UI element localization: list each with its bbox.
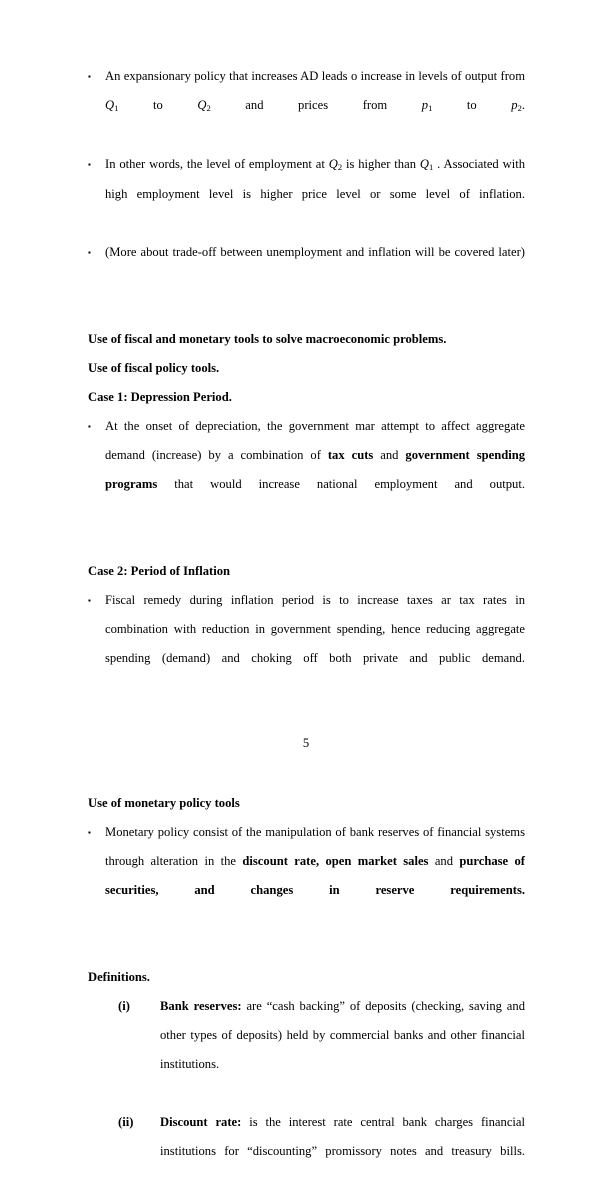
definition-marker: (ii) xyxy=(118,1115,134,1129)
case-2-section xyxy=(88,557,525,702)
definition-item xyxy=(88,1108,525,1195)
monetary-section xyxy=(88,789,525,934)
definition-marker: (i) xyxy=(118,999,130,1013)
bold-run: discount rate, open market sales xyxy=(242,854,429,868)
page-content xyxy=(88,62,525,1195)
bold-run: government spending programs xyxy=(105,448,525,491)
list-item xyxy=(88,150,525,238)
definition-text: Discount rate: is the interest rate central bank charges financial institutions for “discounting” promissory notes and treasury bills. xyxy=(160,1115,525,1158)
list-item xyxy=(88,412,525,528)
definition-text: Bank reserves: are “cash backing” of deposits (checking, saving and other types of deposits) held by commercial banks and other financial institutions. xyxy=(160,999,525,1071)
square-bullet-icon: ▪ xyxy=(88,828,91,837)
math-variable: $Q_2$ xyxy=(197,98,211,114)
section-heading-fiscal-monetary-tools: Use of fiscal and monetary tools to solve macroeconomic problems. xyxy=(88,332,447,346)
math-variable: $Q_1$ xyxy=(105,98,119,114)
list-item xyxy=(88,818,525,934)
square-bullet-icon: ▪ xyxy=(88,160,91,169)
bold-run: purchase of securities, and changes in reserve requirements. xyxy=(105,854,526,897)
square-bullet-icon: ▪ xyxy=(88,248,91,257)
page-number: 5 xyxy=(302,736,310,750)
heading-monetary-policy-tools: Use of monetary policy tools xyxy=(88,796,240,810)
list-item-text: Fiscal remedy during inflation period is to increase taxes ar tax rates in combination with reduction in government spending, hence reducing aggregate spending (demand) and choking off both private and public demand. xyxy=(105,593,525,665)
list-item xyxy=(88,62,525,150)
spacer xyxy=(88,528,525,557)
list-item xyxy=(88,586,525,702)
intro-bullet-list xyxy=(88,62,525,296)
list-item-text: At the onset of depreciation, the government mar attempt to affect aggregate demand (increase) by a combination of tax cuts and government spending programs that would increase national employment and output. xyxy=(105,419,525,491)
square-bullet-icon: ▪ xyxy=(88,596,91,605)
square-bullet-icon: ▪ xyxy=(88,72,91,81)
fiscal-section xyxy=(88,325,525,528)
heading-definitions: Definitions. xyxy=(88,970,150,984)
subsection-heading-fiscal-policy-tools: Use of fiscal policy tools. xyxy=(88,361,220,375)
list-item xyxy=(88,238,525,296)
square-bullet-icon: ▪ xyxy=(88,422,91,431)
math-variable: $p_1$ xyxy=(421,98,433,114)
heading-case-1: Case 1: Depression Period. xyxy=(88,390,232,404)
definitions-section xyxy=(88,963,525,1195)
math-variable: $Q_2$ xyxy=(328,157,343,173)
list-item-text: Monetary policy consist of the manipulation of bank reserves of financial systems through alteration in the discount rate, open market sales and purchase of securities, and changes in reserve requirements. xyxy=(105,825,526,897)
bold-run: tax cuts xyxy=(327,448,374,462)
heading-case-2: Case 2: Period of Inflation xyxy=(88,564,231,578)
list-item-text: (More about trade-off between unemployment and inflation will be covered later) xyxy=(105,245,525,259)
list-item-text: In other words, the level of employment at $Q_2$ is higher than $Q_1$ . Associated with high employment level is higher price level or some level of inflation. xyxy=(105,157,525,201)
spacer xyxy=(88,296,525,325)
definition-item xyxy=(88,992,525,1108)
math-variable: $Q_1$ xyxy=(419,157,434,173)
bold-run: Discount rate: xyxy=(160,1115,242,1129)
list-item-text: An expansionary policy that increases AD leads o increase in levels of output from $Q_1$ to $Q_2$ and prices from $p_1$ to $p_2$. xyxy=(105,69,526,114)
bold-run: Bank reserves: xyxy=(160,999,242,1013)
spacer xyxy=(88,934,525,963)
math-variable: $p_2$ xyxy=(511,98,522,114)
